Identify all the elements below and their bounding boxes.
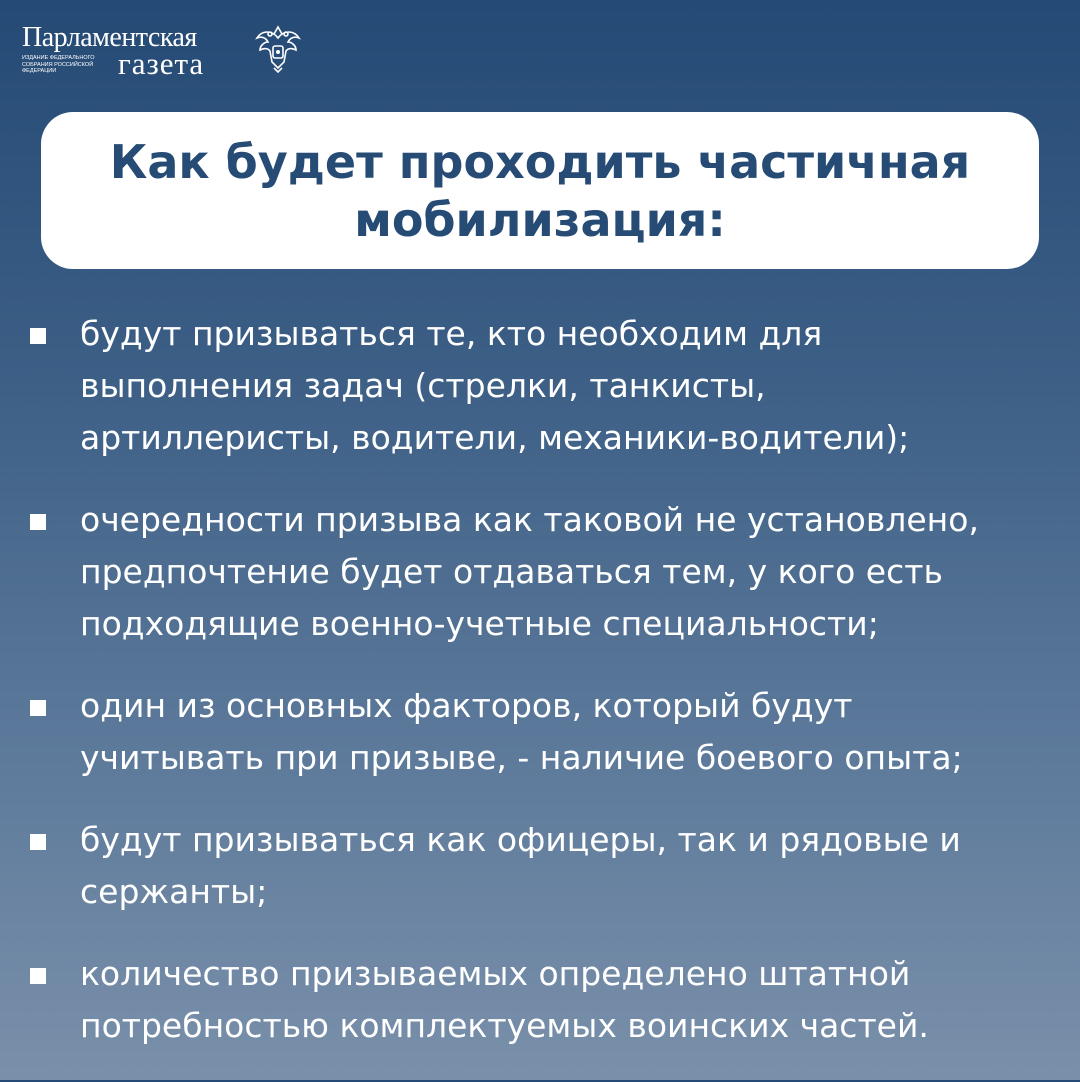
list-item: [30, 494, 1070, 650]
list-item: [30, 308, 1070, 464]
logo-name-line1: Парламентская: [22, 22, 197, 53]
newspaper-logo[interactable]: [22, 22, 292, 81]
page-title: Как будет проходить частичная мобилизация:: [109, 134, 971, 247]
list-item-text: будут призываться те, кто необходим для выполнения задач (стрелки, танкисты, артиллеристы, водители, механики-водители);: [80, 314, 910, 457]
square-bullet-icon: [30, 514, 46, 530]
bullet-list: [30, 308, 1070, 1082]
square-bullet-icon: [30, 968, 46, 984]
list-item-text: очередности призыва как таковой не установлено, предпочтение будет отдаваться тем, у кого есть подходящие военно-учетные специальности;: [80, 500, 979, 643]
double-headed-eagle-icon: [254, 24, 302, 74]
list-item-text: один из основных факторов, который будут учитывать при призыве, - наличие боевого опыта;: [80, 686, 963, 777]
square-bullet-icon: [30, 834, 46, 850]
title-card: [41, 112, 1039, 269]
logo-name-line2: газета: [118, 46, 205, 81]
square-bullet-icon: [30, 700, 46, 716]
list-item-text: количество призываемых определено штатной потребностью комплектуемых воинских частей.: [80, 954, 929, 1045]
list-item: [30, 814, 1070, 918]
logo-subtitle: ИЗДАНИЕ ФЕДЕРАЛЬНОГО СОБРАНИЯ РОССИЙСКОЙ ФЕДЕРАЦИИ: [22, 55, 95, 74]
list-item: [30, 680, 1070, 784]
list-item: [30, 948, 1070, 1052]
list-item-text: будут призываться как офицеры, так и рядовые и сержанты;: [80, 820, 961, 911]
square-bullet-icon: [30, 328, 46, 344]
